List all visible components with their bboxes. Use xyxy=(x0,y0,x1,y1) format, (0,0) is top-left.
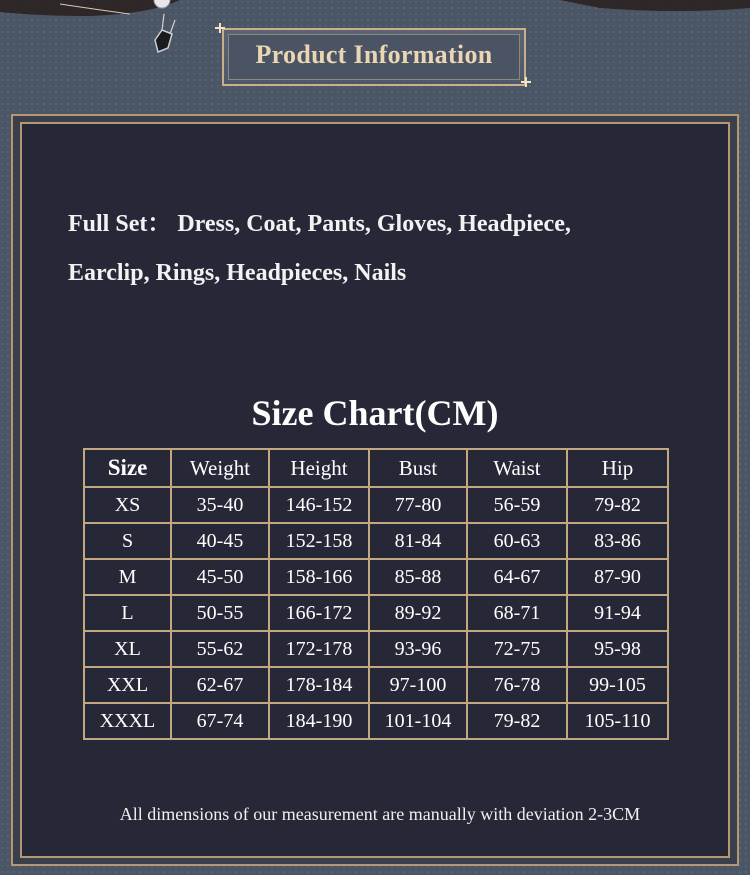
waist-cell: 68-71 xyxy=(467,595,567,631)
column-header-size: Size xyxy=(84,449,171,487)
weight-cell: 35-40 xyxy=(171,487,269,523)
weight-cell: 45-50 xyxy=(171,559,269,595)
product-info-title: Product Information xyxy=(255,40,493,69)
weight-cell: 40-45 xyxy=(171,523,269,559)
bust-cell: 85-88 xyxy=(369,559,467,595)
size-cell: S xyxy=(84,523,171,559)
table-row xyxy=(84,523,668,559)
height-cell: 184-190 xyxy=(269,703,369,739)
hip-cell: 99-105 xyxy=(567,667,668,703)
sparkle-icon xyxy=(215,23,225,33)
weight-cell: 55-62 xyxy=(171,631,269,667)
measurement-note: All dimensions of our measurement are manually with deviation 2-3CM xyxy=(119,804,641,824)
size-cell: XXXL xyxy=(84,703,171,739)
height-cell: 146-152 xyxy=(269,487,369,523)
table-row xyxy=(84,487,668,523)
height-cell: 158-166 xyxy=(269,559,369,595)
size-cell: XXL xyxy=(84,667,171,703)
table-row xyxy=(84,703,668,739)
height-cell: 166-172 xyxy=(269,595,369,631)
bust-cell: 101-104 xyxy=(369,703,467,739)
table-header-row xyxy=(84,449,668,487)
waist-cell: 64-67 xyxy=(467,559,567,595)
column-header-waist: Waist xyxy=(467,449,567,487)
waist-cell: 72-75 xyxy=(467,631,567,667)
product-info-header xyxy=(222,28,526,86)
weight-cell: 67-74 xyxy=(171,703,269,739)
hip-cell: 83-86 xyxy=(567,523,668,559)
column-header-hip: Hip xyxy=(567,449,668,487)
hip-cell: 87-90 xyxy=(567,559,668,595)
height-cell: 178-184 xyxy=(269,667,369,703)
height-cell: 172-178 xyxy=(269,631,369,667)
size-cell: XL xyxy=(84,631,171,667)
full-set-line-1: Full Set： Dress, Coat, Pants, Gloves, Headpiece, xyxy=(68,211,571,237)
waist-cell: 76-78 xyxy=(467,667,567,703)
column-header-bust: Bust xyxy=(369,449,467,487)
full-set-line-2: Earclip, Rings, Headpieces, Nails xyxy=(68,260,407,286)
size-cell: XS xyxy=(84,487,171,523)
waist-cell: 56-59 xyxy=(467,487,567,523)
size-chart-table xyxy=(83,448,669,740)
bust-cell: 77-80 xyxy=(369,487,467,523)
column-header-height: Height xyxy=(269,449,369,487)
table-row xyxy=(84,631,668,667)
full-set-description xyxy=(68,200,708,298)
size-cell: L xyxy=(84,595,171,631)
hip-cell: 105-110 xyxy=(567,703,668,739)
table-row xyxy=(84,667,668,703)
bust-cell: 97-100 xyxy=(369,667,467,703)
bust-cell: 93-96 xyxy=(369,631,467,667)
bust-cell: 81-84 xyxy=(369,523,467,559)
bust-cell: 89-92 xyxy=(369,595,467,631)
size-cell: M xyxy=(84,559,171,595)
table-row xyxy=(84,595,668,631)
hip-cell: 95-98 xyxy=(567,631,668,667)
hip-cell: 91-94 xyxy=(567,595,668,631)
column-header-weight: Weight xyxy=(171,449,269,487)
weight-cell: 62-67 xyxy=(171,667,269,703)
waist-cell: 60-63 xyxy=(467,523,567,559)
sparkle-icon xyxy=(521,77,531,87)
hip-cell: 79-82 xyxy=(567,487,668,523)
waist-cell: 79-82 xyxy=(467,703,567,739)
height-cell: 152-158 xyxy=(269,523,369,559)
weight-cell: 50-55 xyxy=(171,595,269,631)
table-row xyxy=(84,559,668,595)
size-chart-title: Size Chart(CM) xyxy=(251,393,499,433)
